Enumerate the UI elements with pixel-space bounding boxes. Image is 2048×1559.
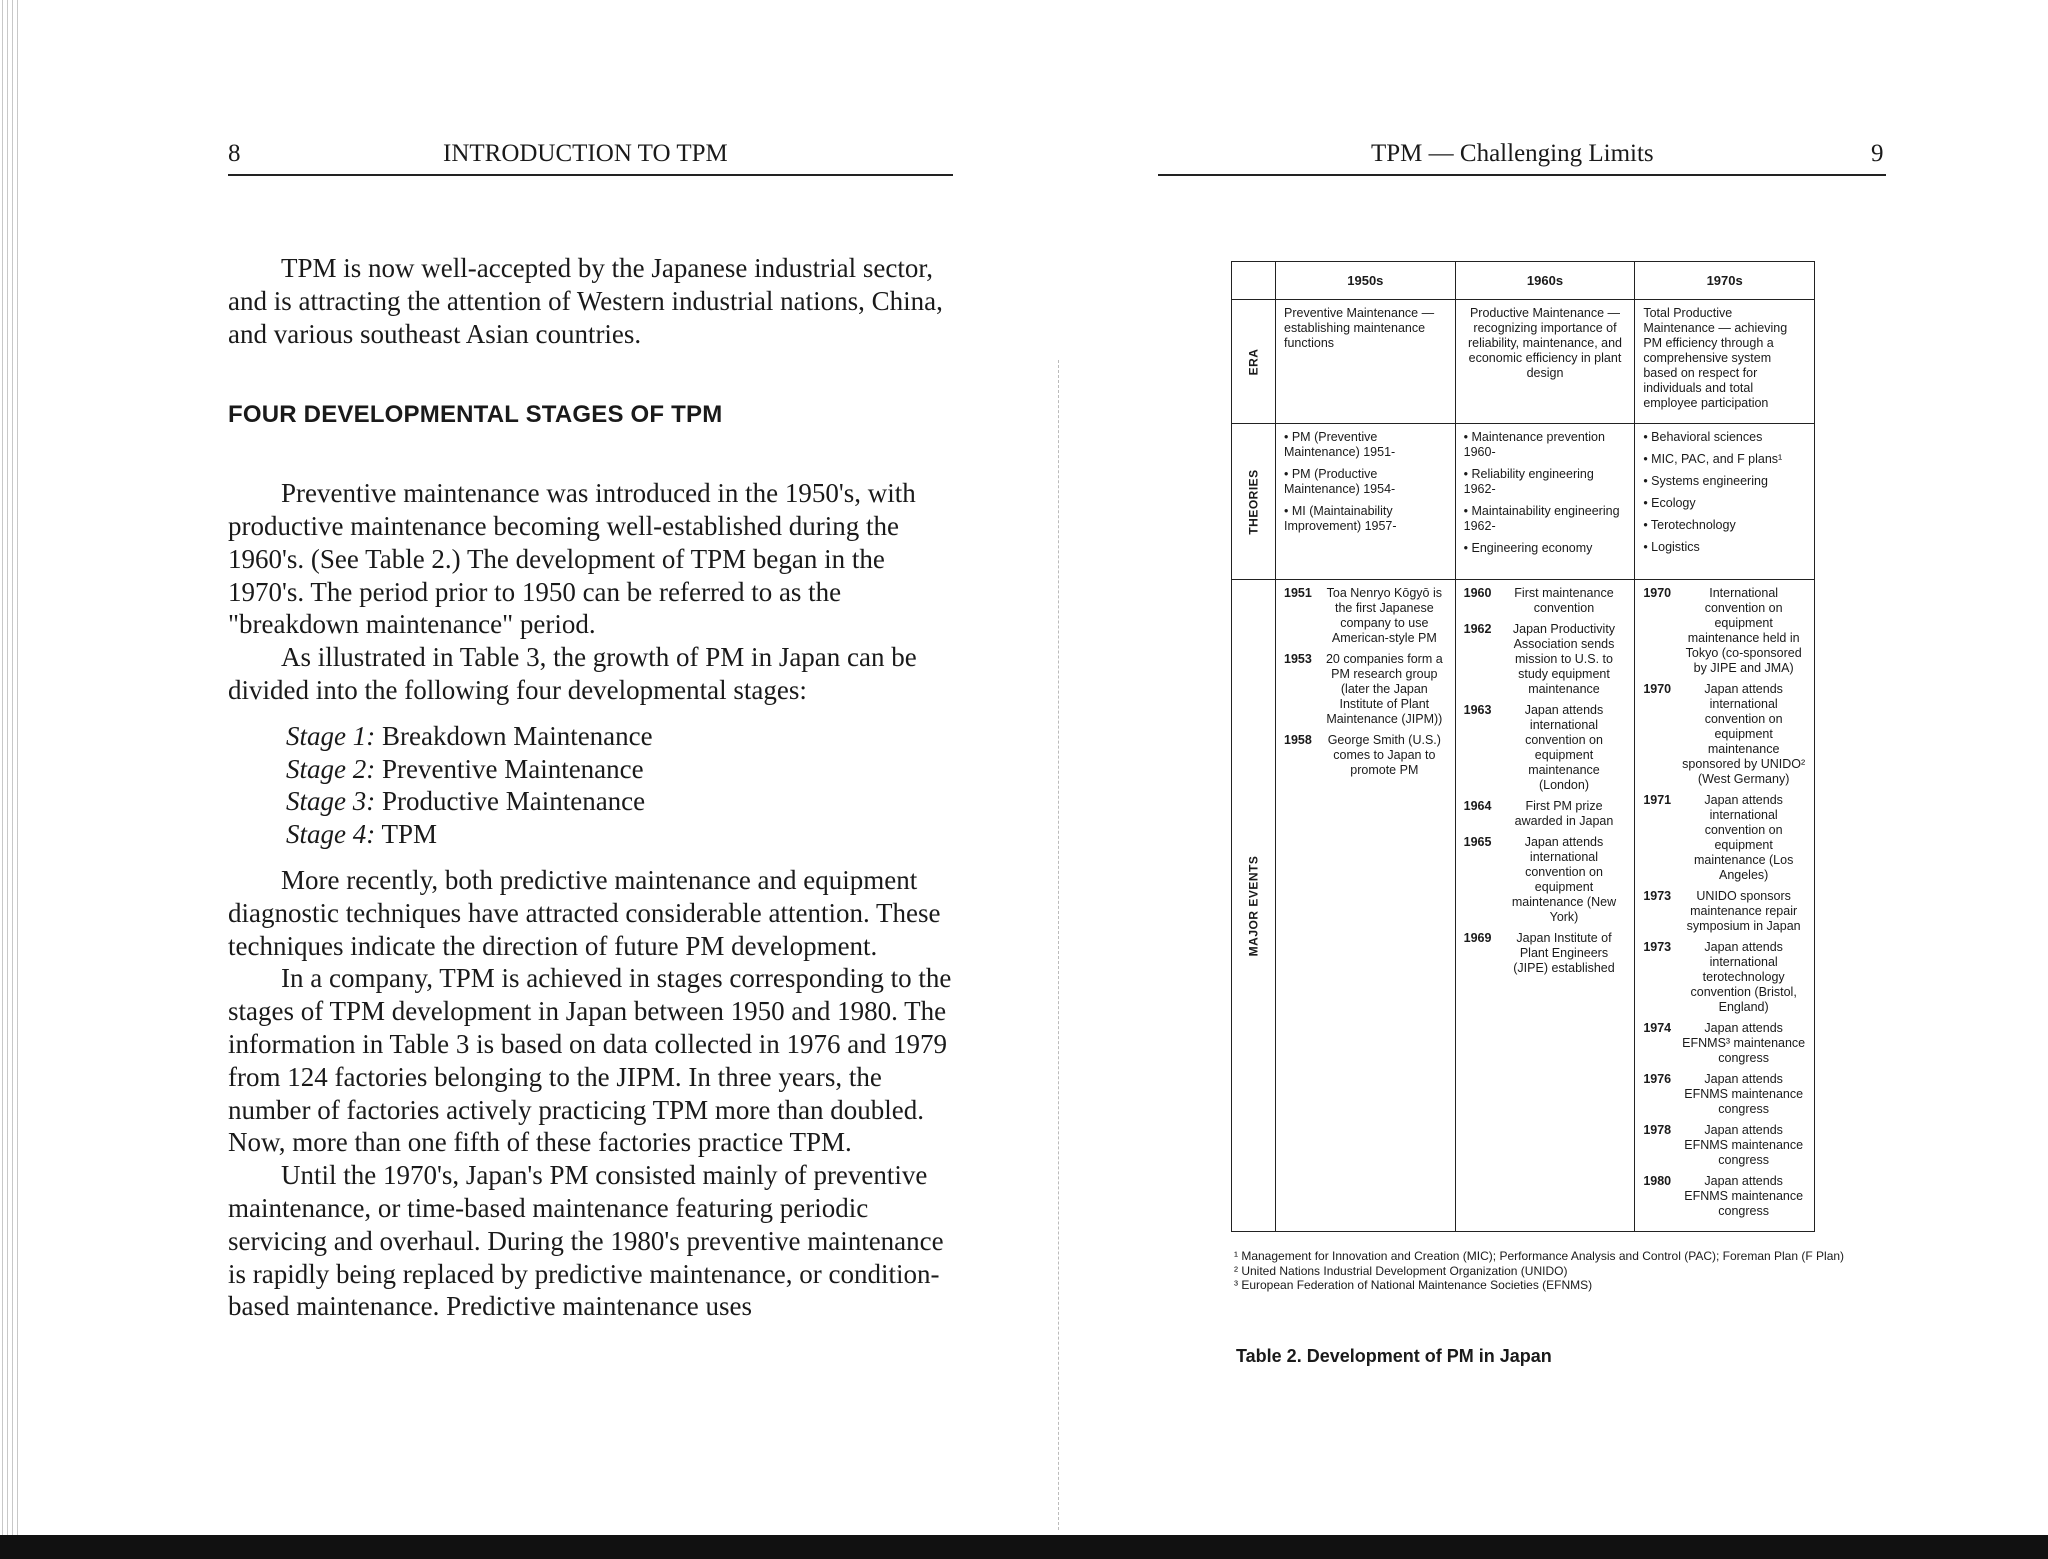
- event-entry: 1953 20 companies form a PM research group (later the Japan Institute of Plant Maintenance (JIPM)): [1284, 652, 1443, 726]
- column-header: 1950s: [1276, 262, 1456, 300]
- row-label-theories: THEORIES: [1232, 424, 1276, 580]
- theories-cell: • PM (Preventive Maintenance) 1951- • PM (Productive Maintenance) 1954- • MI (Maintainability Improvement) 1957-: [1276, 424, 1456, 580]
- theories-cell: • Maintenance prevention 1960- • Reliability engineering 1962- • Maintainability engineering 1962- • Engineering economy: [1455, 424, 1635, 580]
- stage-item: Stage 3: Productive Maintenance: [286, 786, 646, 817]
- left-page-number: 8: [228, 140, 241, 167]
- event-entry: 1965 Japan attends international convention on equipment maintenance (New York): [1463, 835, 1617, 924]
- event-entry: 1971 Japan attends international convention on equipment maintenance (Los Angeles): [1643, 793, 1794, 882]
- event-entry: 1980 Japan attends EFNMS maintenance congress: [1643, 1174, 1804, 1218]
- stage-item: Stage 4: TPM: [286, 819, 438, 850]
- paragraph-4: In a company, TPM is achieved in stages corresponding to the stages of TPM development in Japan between 1950 and 1980. The information in Table 3 is based on data collected in 1976 and 1979 from 124 factories belonging to the JIPM. In three years, the number of factories actively practicing TPM more than doubled. Now, more than one fifth of these factories practice TPM.: [228, 963, 952, 1158]
- right-running-head: TPM — Challenging Limits: [1371, 140, 1654, 167]
- events-cell: [1635, 580, 1815, 1232]
- event-entry: 1970 Japan attends international convention on equipment maintenance sponsored by UNIDO² (West Germany): [1643, 682, 1806, 786]
- section-heading: FOUR DEVELOPMENTAL STAGES OF TPM: [228, 401, 723, 429]
- footnote: ³ European Federation of National Maintenance Societies (EFNMS): [1234, 1278, 1593, 1292]
- corner-cell: [1232, 262, 1276, 300]
- event-entry: 1978 Japan attends EFNMS maintenance congress: [1643, 1123, 1804, 1167]
- event-entry: 1960 First maintenance convention: [1463, 586, 1614, 615]
- table-caption: Table 2. Development of PM in Japan: [1236, 1346, 1552, 1366]
- events-cell: [1276, 580, 1456, 1232]
- book-spine: [1058, 360, 1060, 1530]
- event-entry: 1958 George Smith (U.S.) comes to Japan to promote PM: [1284, 733, 1441, 777]
- stage-item: Stage 2: Preventive Maintenance: [286, 753, 644, 784]
- right-header-rule: [1158, 174, 1886, 176]
- development-table: [1231, 261, 1815, 1232]
- table-footnotes: [1234, 1249, 1854, 1293]
- events-cell: [1455, 580, 1635, 1232]
- scan-bottom-edge: [0, 1535, 2048, 1559]
- footnote: ¹ Management for Innovation and Creation (MIC); Performance Analysis and Control (PAC); Foreman Plan (F Plan): [1234, 1249, 1845, 1263]
- event-entry: 1964 First PM prize awarded in Japan: [1463, 799, 1614, 828]
- paragraph-3: More recently, both predictive maintenance and equipment diagnostic techniques have attracted considerable attention. These techniques indicate the direction of future PM development.: [228, 864, 941, 961]
- table-row-events: [1232, 580, 1815, 1232]
- paragraph-5: Until the 1970's, Japan's PM consisted mainly of preventive maintenance, or time-based maintenance featuring periodic servicing and overhaul. During the 1980's preventive maintenance is rapidly being replaced by predictive maintenance, or condition-based maintenance. Predictive maintenance uses: [228, 1160, 944, 1322]
- row-label-events: MAJOR EVENTS: [1232, 580, 1276, 1232]
- event-entry: 1962 Japan Productivity Association sends mission to U.S. to study equipment maintenance: [1463, 622, 1616, 696]
- event-entry: 1970 International convention on equipment maintenance held in Tokyo (co-sponsored by JIPE and JMA): [1643, 586, 1802, 675]
- event-entry: 1951 Toa Nenryo Kōgyō is the first Japanese company to use American-style PM: [1284, 586, 1442, 645]
- table-header-row: [1232, 262, 1815, 300]
- left-running-head: INTRODUCTION TO TPM: [443, 140, 728, 167]
- stage-item: Stage 1: Breakdown Maintenance: [286, 720, 653, 751]
- footnote: ² United Nations Industrial Development Organization (UNIDO): [1234, 1263, 1568, 1278]
- paragraph-1: Preventive maintenance was introduced in the 1950's, with productive maintenance becoming well-established during the 1960's. (See Table 2.) The development of TPM began in the 1970's. The period prior to 1950 can be referred to as the "breakdown maintenance" period.: [228, 478, 916, 640]
- era-cell: Total Productive Maintenance — achieving PM efficiency through a comprehensive system based on respect for individuals and total employee participation: [1635, 300, 1815, 424]
- column-header: 1960s: [1455, 262, 1635, 300]
- event-entry: 1974 Japan attends EFNMS³ maintenance congress: [1643, 1021, 1806, 1065]
- column-header: 1970s: [1635, 262, 1815, 300]
- event-entry: 1969 Japan Institute of Plant Engineers (JIPE) established: [1463, 931, 1615, 975]
- era-cell: Preventive Maintenance — establishing maintenance functions: [1276, 300, 1456, 424]
- right-page-number: 9: [1871, 140, 1884, 167]
- stage-list: [286, 720, 954, 851]
- table-row-theories: [1232, 424, 1815, 580]
- row-label-era: ERA: [1232, 300, 1276, 424]
- theories-cell: • Behavioral sciences • MIC, PAC, and F plans¹ • Systems engineering • Ecology • Terotechnology • Logistics: [1635, 424, 1815, 580]
- left-page-body: [228, 252, 954, 1323]
- event-entry: 1976 Japan attends EFNMS maintenance congress: [1643, 1072, 1804, 1116]
- event-entry: 1963 Japan attends international convention on equipment maintenance (London): [1463, 703, 1604, 792]
- scan-gutter: [0, 0, 22, 1559]
- event-entry: 1973 Japan attends international terotechnology convention (Bristol, England): [1643, 940, 1797, 1014]
- left-header-rule: [228, 174, 953, 176]
- intro-paragraph: TPM is now well-accepted by the Japanese industrial sector, and is attracting the attention of Western industrial nations, China, and various southeast Asian countries.: [228, 253, 943, 349]
- table-row-era: [1232, 300, 1815, 424]
- era-cell: Productive Maintenance — recognizing importance of reliability, maintenance, and economic efficiency in plant design: [1455, 300, 1635, 424]
- paragraph-2: As illustrated in Table 3, the growth of PM in Japan can be divided into the following four developmental stages:: [228, 642, 917, 705]
- event-entry: 1973 UNIDO sponsors maintenance repair symposium in Japan: [1643, 889, 1801, 933]
